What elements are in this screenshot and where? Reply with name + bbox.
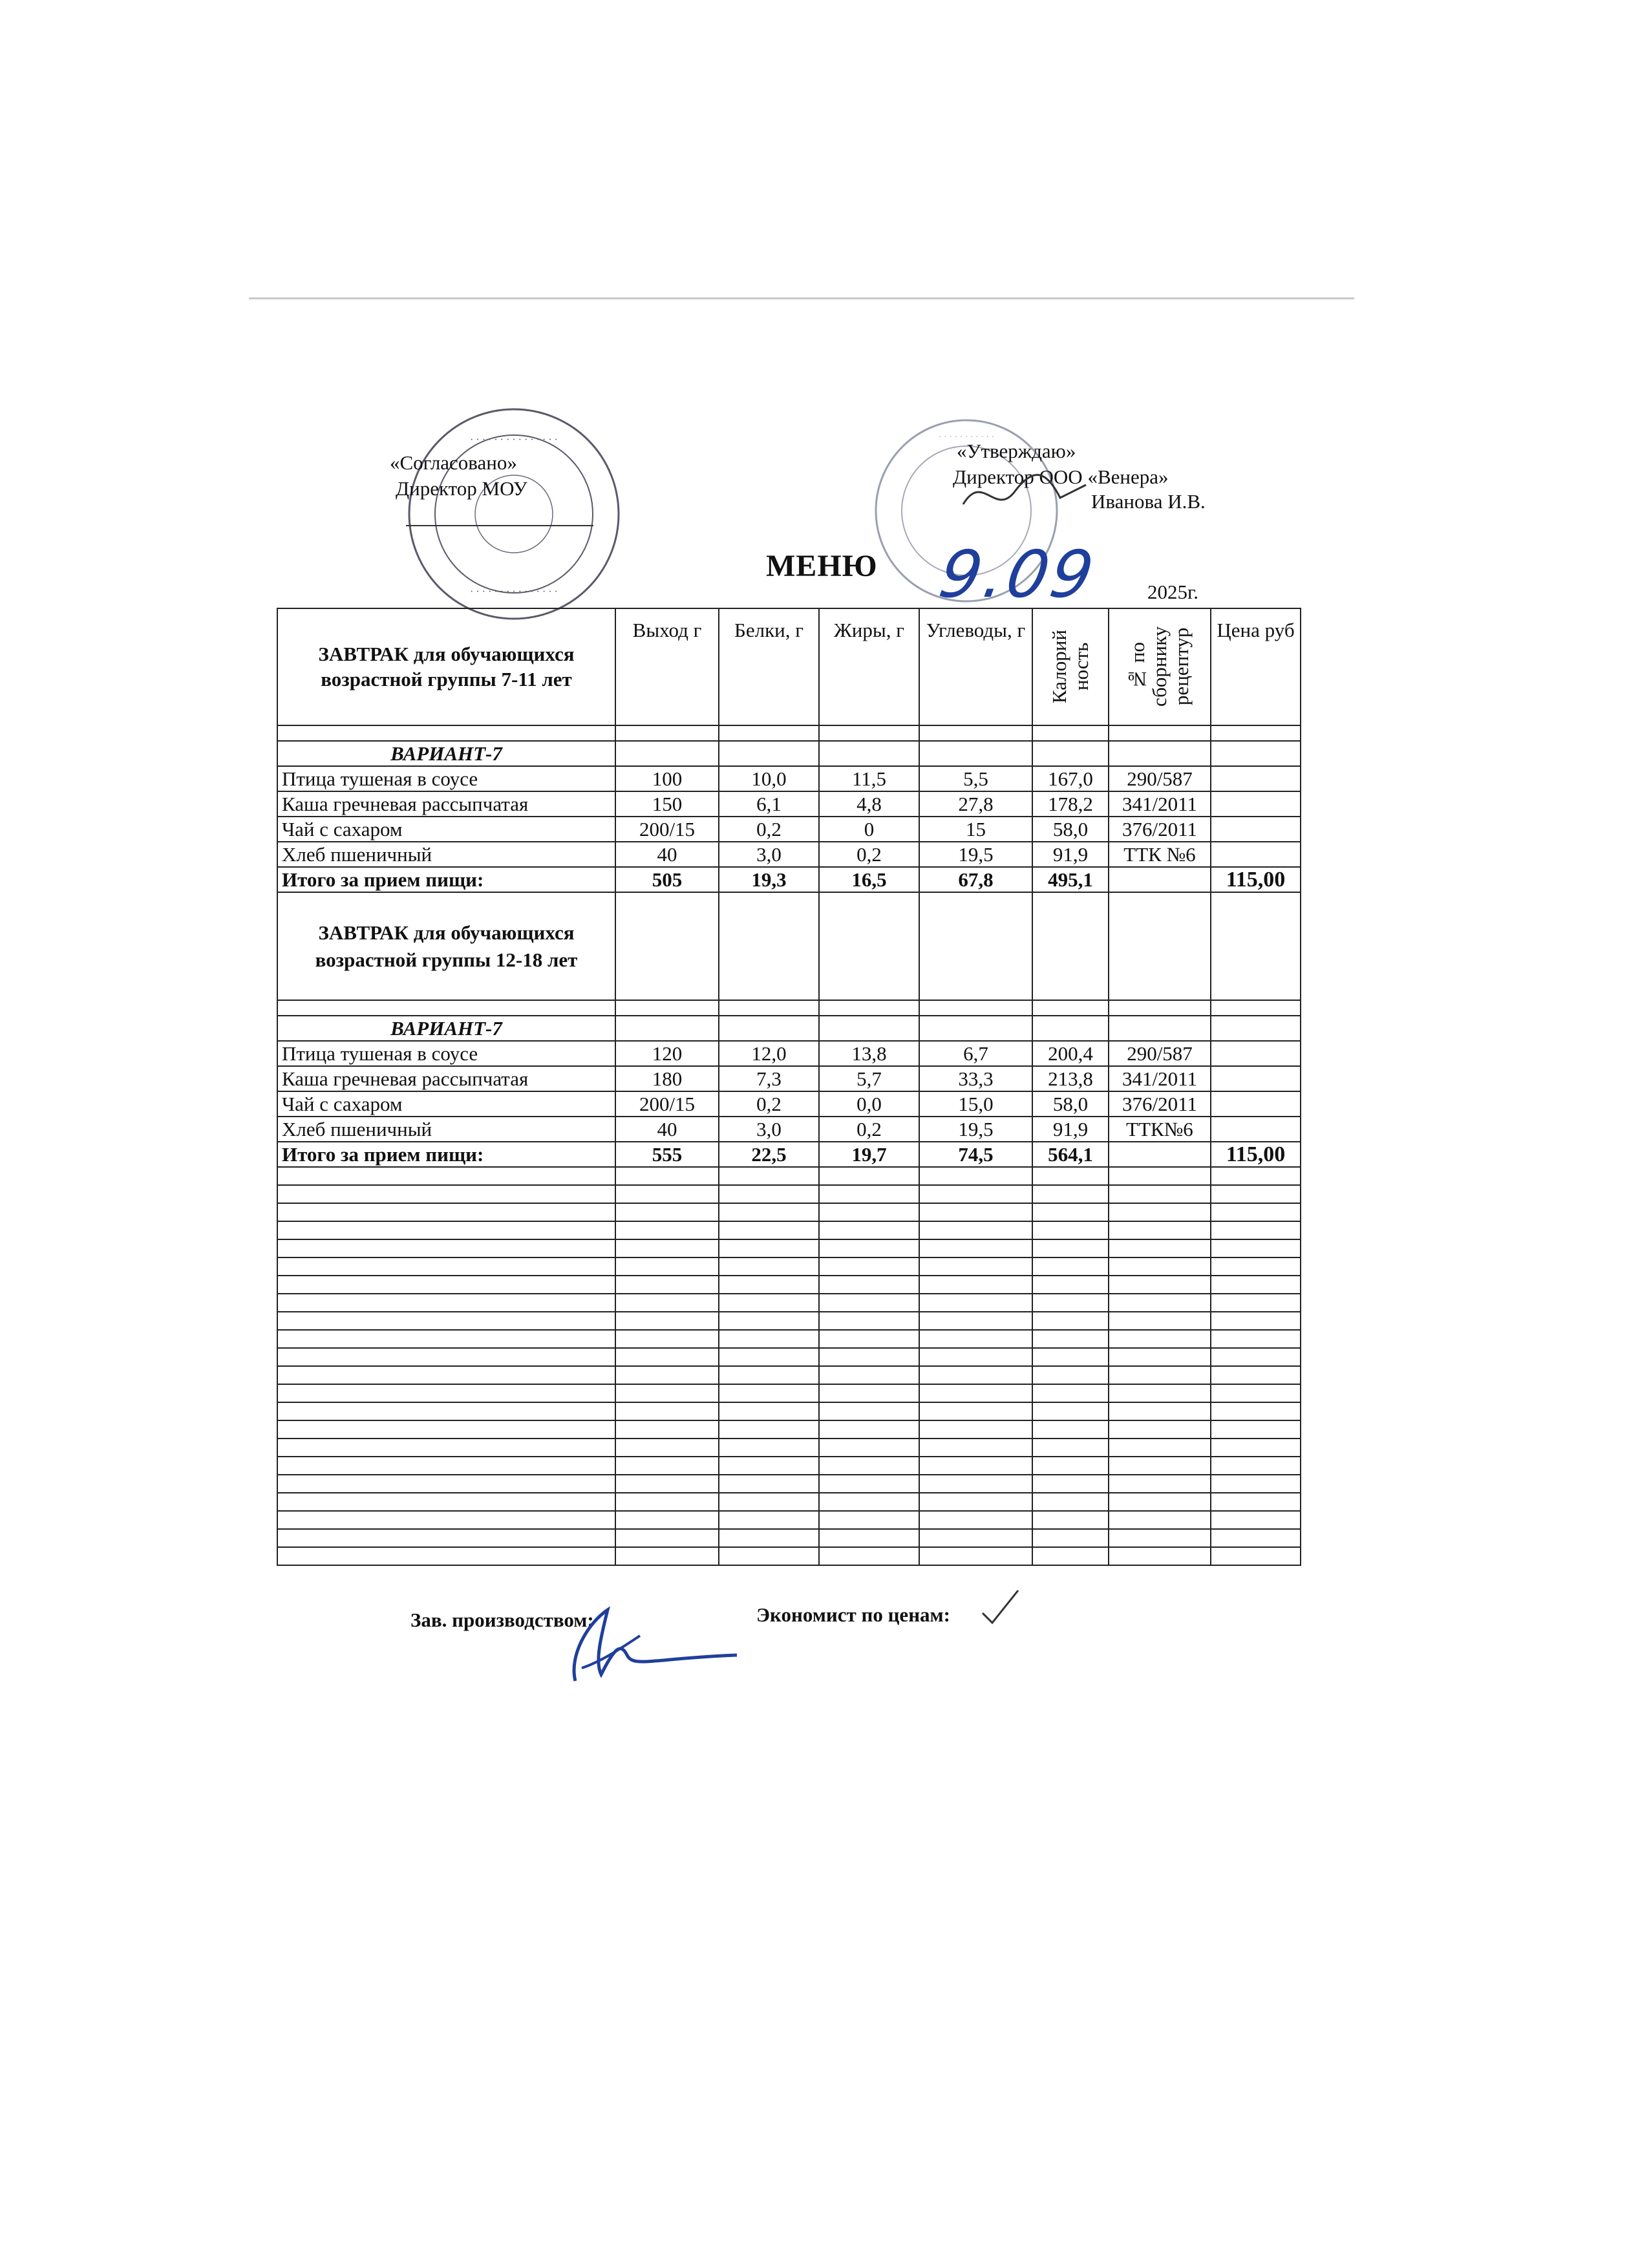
svg-text:· · · · · · · · · · · · · · ·: · · · · · · · · · · · · · · · (470, 586, 558, 597)
col-price: Цена руб (1211, 608, 1301, 725)
empty-row (277, 1312, 1301, 1330)
handwritten-date: 9.09 (933, 537, 1101, 612)
table-header-row (277, 608, 1301, 725)
col-recipe: № по сборнику рецептур (1125, 626, 1193, 707)
table-row: Птица тушеная в соусе 100 10,0 11,5 5,5 167,0 290/587 (277, 766, 1301, 791)
variant-label: ВАРИАНТ-7 (277, 741, 615, 766)
empty-row (277, 1348, 1301, 1366)
approval-right-line2: Директор ООО «Венера» (953, 465, 1169, 488)
table-row: Хлеб пшеничный 40 3,0 0,2 19,5 91,9 ТТК№6 (277, 1117, 1301, 1142)
variant-label: ВАРИАНТ-7 (277, 1016, 615, 1041)
signature-production (562, 1597, 743, 1694)
menu-table (277, 608, 1301, 1566)
approval-left-line2: Директор МОУ (396, 477, 527, 500)
approval-right-line3: Иванова И.В. (1091, 490, 1206, 513)
group1-title: ЗАВТРАК для обучающихся возрастной группы 7-11 лет (277, 608, 615, 725)
empty-row (277, 1402, 1301, 1420)
table-row: Каша гречневая рассыпчатая 150 6,1 4,8 27,8 178,2 341/2011 (277, 791, 1301, 817)
group2-title: ЗАВТРАК для обучающихся возрастной группы 12-18 лет (277, 892, 615, 1000)
empty-row (277, 1257, 1301, 1276)
empty-row (277, 1529, 1301, 1547)
group2-header-row (277, 892, 1301, 1000)
signature-line-left (406, 525, 593, 526)
table-row: Хлеб пшеничный 40 3,0 0,2 19,5 91,9 ТТК №6 (277, 842, 1301, 867)
empty-row (277, 1239, 1301, 1257)
group1-variant-row (277, 741, 1301, 766)
total-row: Итого за прием пищи: 505 19,3 16,5 67,8 495,1 115,00 (277, 867, 1301, 892)
empty-row (277, 1384, 1301, 1402)
empty-row (277, 1420, 1301, 1439)
approval-left-line1: «Согласовано» (390, 451, 517, 474)
empty-row (277, 1547, 1301, 1565)
empty-row (277, 1185, 1301, 1203)
col-proteins: Белки, г (719, 608, 819, 725)
total-row: Итого за прием пищи: 555 22,5 19,7 74,5 564,1 115,00 (277, 1142, 1301, 1167)
empty-row (277, 1294, 1301, 1312)
empty-row (277, 1167, 1301, 1185)
svg-text:· · · · · · · · · · ·: · · · · · · · · · · · (938, 433, 995, 442)
empty-row (277, 1439, 1301, 1457)
table-row: Каша гречневая рассыпчатая 180 7,3 5,7 33,3 213,8 341/2011 (277, 1066, 1301, 1091)
svg-text:· · · · · · · · · · · · · · ·: · · · · · · · · · · · · · · · (470, 434, 558, 445)
page-title: МЕНЮ (766, 549, 878, 583)
year: 2025г. (1147, 581, 1198, 603)
col-output: Выход г (615, 608, 719, 725)
empty-row (277, 1330, 1301, 1348)
footer-economist: Экономист по ценам: (756, 1603, 950, 1626)
empty-row (277, 1221, 1301, 1239)
table-row: Чай с сахаром 200/15 0,2 0,0 15,0 58,0 376/2011 (277, 1091, 1301, 1117)
empty-row (277, 1276, 1301, 1294)
empty-row (277, 1457, 1301, 1475)
empty-row (277, 1475, 1301, 1493)
round-seal-left (404, 404, 624, 624)
table-row: Птица тушеная в соусе 120 12,0 13,8 6,7 200,4 290/587 (277, 1041, 1301, 1066)
footer-production: Зав. производством: (410, 1609, 594, 1631)
empty-row (277, 1493, 1301, 1511)
col-carbs: Углеводы, г (919, 608, 1032, 725)
col-calories: Калорий ность (1047, 630, 1092, 703)
empty-row (277, 1511, 1301, 1529)
signature-economist (979, 1587, 1025, 1626)
empty-row (277, 1203, 1301, 1221)
top-divider (249, 297, 1354, 299)
table-row: Чай с сахаром 200/15 0,2 0 15 58,0 376/2011 (277, 817, 1301, 842)
empty-row (277, 1366, 1301, 1384)
group2-variant-row (277, 1016, 1301, 1041)
col-fats: Жиры, г (819, 608, 919, 725)
approval-right-line1: «Утверждаю» (957, 440, 1076, 462)
signature-right (957, 465, 1099, 524)
